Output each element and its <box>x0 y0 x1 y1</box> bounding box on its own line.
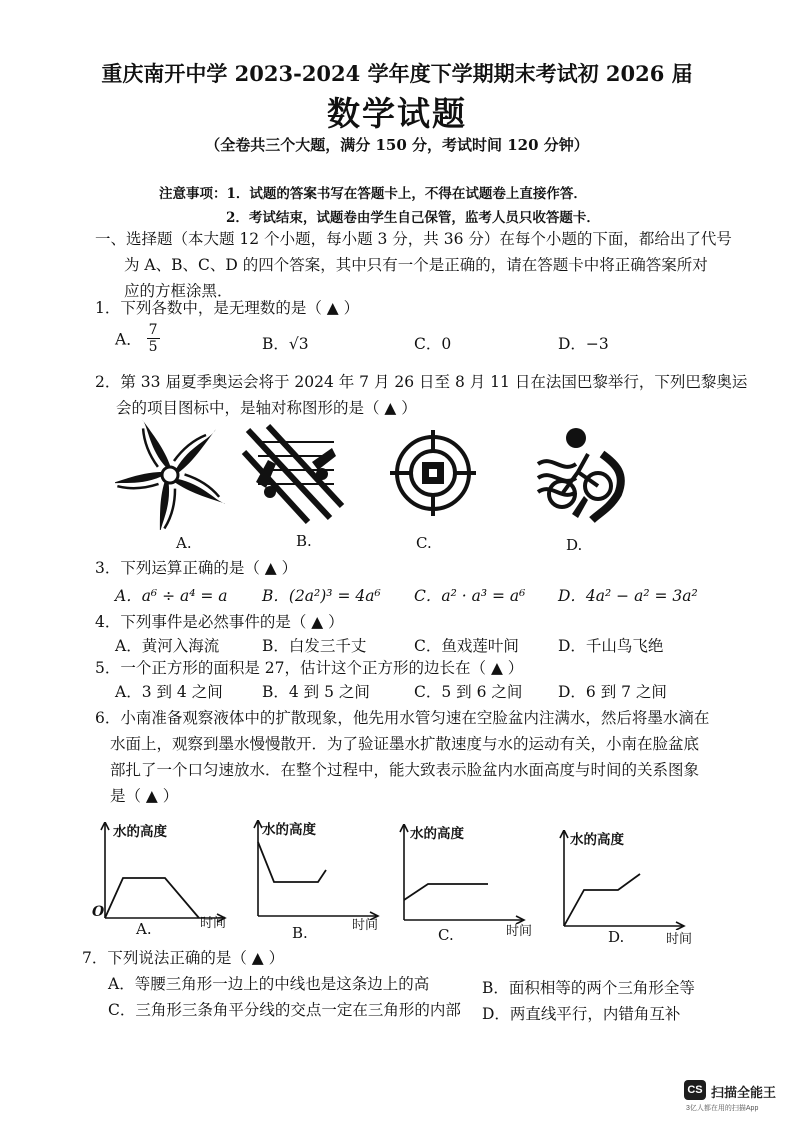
q3-option-c: C．a² · a³ = a⁶ <box>414 587 526 605</box>
section1-line-2: 为 A、B、C、D 的四个答案，其中只有一个是正确的，请在答题卡中将正确答案所对 <box>124 256 708 274</box>
q2-caption-a: A. <box>176 534 192 552</box>
graph-a-curve <box>105 878 199 918</box>
graph-c-ylabel: 水的高度 <box>410 826 464 842</box>
q1-option-a-numerator: 7 <box>148 322 158 338</box>
q4-stem: 4．下列事件是必然事件的是（ ▲ ） <box>95 613 344 631</box>
graph-a-origin: O <box>92 904 105 920</box>
graph-a-ylabel: 水的高度 <box>113 824 167 840</box>
q4-option-d: D．千山鸟飞绝 <box>558 637 664 655</box>
q1-option-a-label: A． <box>115 330 142 349</box>
q7-option-a: A．等腰三角形一边上的中线也是这条边上的高 <box>108 975 430 993</box>
q6-stem-line-2: 水面上，观察到墨水慢慢散开．为了验证墨水扩散速度与水的运动有关，小南在脸盆底 <box>110 735 700 753</box>
q5-option-b: B．4 到 5 之间 <box>262 683 370 701</box>
q5-option-c: C．5 到 6 之间 <box>414 683 523 701</box>
camscanner-tagline: 3亿人都在用的扫描App <box>686 1105 759 1112</box>
q3-option-a: A．a⁶ ÷ a⁴ = a <box>115 587 228 605</box>
q1-option-a <box>115 322 160 355</box>
q6-stem-line-3: 部扎了一个口匀速放水．在整个过程中，能大致表示脸盆内水面高度与时间的关系图象 <box>110 761 700 779</box>
graph-b-plot <box>248 820 388 920</box>
q7-option-d: D．两直线平行，内错角互补 <box>482 1005 681 1023</box>
graph-d-curve <box>564 874 640 926</box>
q1-option-a-fraction <box>147 322 160 355</box>
graph-d-caption: D. <box>608 928 625 946</box>
graph-c-plot <box>394 824 534 924</box>
exam-subject-title: 数学试题 <box>327 94 467 133</box>
q2-stem-line-2: 会的项目图标中，是轴对称图形的是（ ▲ ） <box>116 399 417 417</box>
graph-b-caption: B. <box>292 924 308 942</box>
q1-stem: 1．下列各数中，是无理数的是（ ▲ ） <box>95 299 360 317</box>
exam-school-title: 重庆南开中学 2023-2024 学年度下学期期末考试初 2026 届 <box>101 61 693 86</box>
notes-line-2: 2．考试结束，试题卷由学生自己保管，监考人员只收答题卡． <box>226 210 600 226</box>
q3-stem: 3．下列运算正确的是（ ▲ ） <box>95 559 298 577</box>
graph-c-xlabel: 时间 <box>506 924 533 939</box>
q4-option-c: C．鱼戏莲叶间 <box>414 637 519 655</box>
graph-a-xlabel: 时间 <box>200 916 227 931</box>
q5-stem: 5．一个正方形的面积是 27，估计这个正方形的边长在（ ▲ ） <box>95 659 524 677</box>
q3-option-b: B．(2a²)³ = 4a⁶ <box>262 587 381 605</box>
q6-stem-line-4: 是（ ▲ ） <box>110 787 179 805</box>
q2-icon-d-cycling-icon <box>532 424 632 524</box>
q7-option-b: B．面积相等的两个三角形全等 <box>482 979 695 997</box>
q2-icon-c-shooting-target-icon <box>388 428 478 518</box>
q2-caption-b: B. <box>296 532 312 550</box>
notes-line-1: 注意事项：1．试题的答案书写在答题卡上，不得在试题卷上直接作答． <box>159 186 587 202</box>
q6-stem-line-1: 6．小南准备观察液体中的扩散现象，他先用水管匀速在空脸盆内注满水，然后将墨水滴在 <box>95 709 710 727</box>
exam-subtitle: （全卷共三个大题，满分 150 分，考试时间 120 分钟） <box>205 136 589 154</box>
q1-option-b: B．√3 <box>262 335 309 353</box>
graph-d-xlabel: 时间 <box>666 932 693 947</box>
graph-d-plot <box>554 830 694 930</box>
graph-c-curve <box>404 884 488 900</box>
graph-b-xlabel: 时间 <box>352 918 379 933</box>
graph-b-ylabel: 水的高度 <box>262 822 316 838</box>
camscanner-logo-icon: CS <box>684 1080 706 1100</box>
q1-option-a-denominator: 5 <box>148 339 158 355</box>
q2-stem-line-1: 2．第 33 届夏季奥运会将于 2024 年 7 月 26 日至 8 月 11 日在法国巴黎举行，下列巴黎奥运 <box>95 373 748 391</box>
q2-caption-c: C. <box>416 534 432 552</box>
q7-option-c: C．三角形三条角平分线的交点一定在三角形的内部 <box>108 1001 461 1019</box>
graph-c-caption: C. <box>438 926 454 944</box>
q2-icon-a-pinwheel-icon <box>115 420 225 530</box>
graph-a-caption: A. <box>136 920 152 938</box>
q1-option-c: C．0 <box>414 335 452 353</box>
q4-option-b: B．白发三千丈 <box>262 637 367 655</box>
graph-b-curve <box>258 842 326 882</box>
q5-option-d: D．6 到 7 之间 <box>558 683 667 701</box>
graph-d-ylabel: 水的高度 <box>570 832 624 848</box>
section1-line-1: 一、选择题（本大题 12 个小题，每小题 3 分，共 36 分）在每个小题的下面，都给出了代号 <box>95 230 732 248</box>
graph-a-plot <box>95 822 235 922</box>
q7-stem: 7．下列说法正确的是（ ▲ ） <box>82 949 285 967</box>
q2-caption-d: D. <box>566 536 583 554</box>
camscanner-name: 扫描全能王 <box>711 1085 777 1100</box>
q5-option-a: A．3 到 4 之间 <box>115 683 223 701</box>
section1-line-3: 应的方框涂黑． <box>124 282 233 300</box>
q1-option-d: D．−3 <box>558 335 609 353</box>
q4-option-a: A．黄河入海流 <box>115 637 220 655</box>
q2-icon-b-badminton-icon <box>238 422 350 526</box>
q3-option-d: D．4a² − a² = 3a² <box>558 587 698 605</box>
